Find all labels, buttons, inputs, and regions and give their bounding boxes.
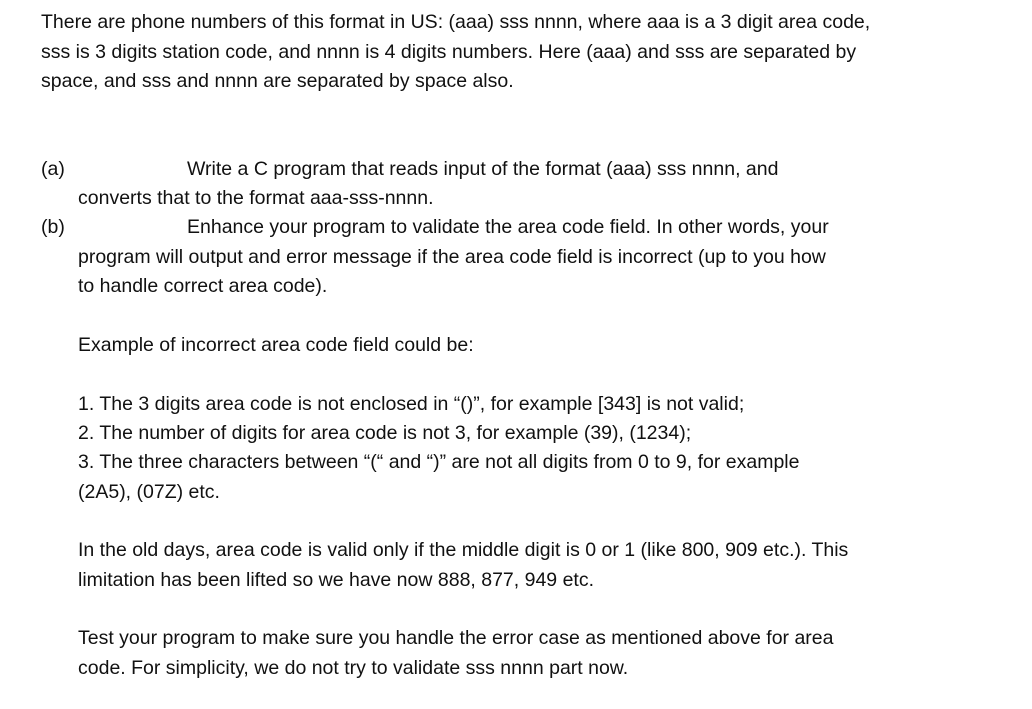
example-item-2: 2. The number of digits for area code is not 3, for example (39), (1234);	[78, 422, 692, 444]
history-line-1: In the old days, area code is valid only if the middle digit is 0 or 1 (like 800, 909 etc.). This	[78, 539, 849, 561]
example-item-3-line-1: 3. The three characters between “(“ and “)” are not all digits from 0 to 9, for example	[78, 451, 800, 473]
test-note-line-1: Test your program to make sure you handle the error case as mentioned above for area	[78, 627, 834, 649]
intro-line-2: sss is 3 digits station code, and nnnn is 4 digits numbers. Here (aaa) and sss are separated by	[41, 41, 857, 63]
part-b-line-1: Enhance your program to validate the area code field. In other words, your	[187, 216, 829, 238]
part-b-label: (b)	[41, 216, 65, 238]
intro-line-1: There are phone numbers of this format in US: (aaa) sss nnnn, where aaa is a 3 digit area code,	[41, 11, 871, 33]
test-note-line-2: code. For simplicity, we do not try to validate sss nnnn part now.	[78, 657, 629, 679]
example-item-3-line-2: (2A5), (07Z) etc.	[78, 481, 220, 503]
part-a-line-1: Write a C program that reads input of the format (aaa) sss nnnn, and	[187, 158, 779, 180]
example-heading: Example of incorrect area code field could be:	[78, 334, 474, 356]
part-a-label: (a)	[41, 158, 65, 180]
part-b-line-2: program will output and error message if the area code field is incorrect (up to you how	[78, 246, 826, 268]
history-line-2: limitation has been lifted so we have now 888, 877, 949 etc.	[78, 569, 594, 591]
part-b-line-3: to handle correct area code).	[78, 275, 328, 297]
example-item-1: 1. The 3 digits area code is not enclosed in “()”, for example [343] is not valid;	[78, 393, 745, 415]
intro-line-3: space, and sss and nnnn are separated by space also.	[41, 70, 514, 92]
part-a-line-2: converts that to the format aaa-sss-nnnn.	[78, 187, 434, 209]
